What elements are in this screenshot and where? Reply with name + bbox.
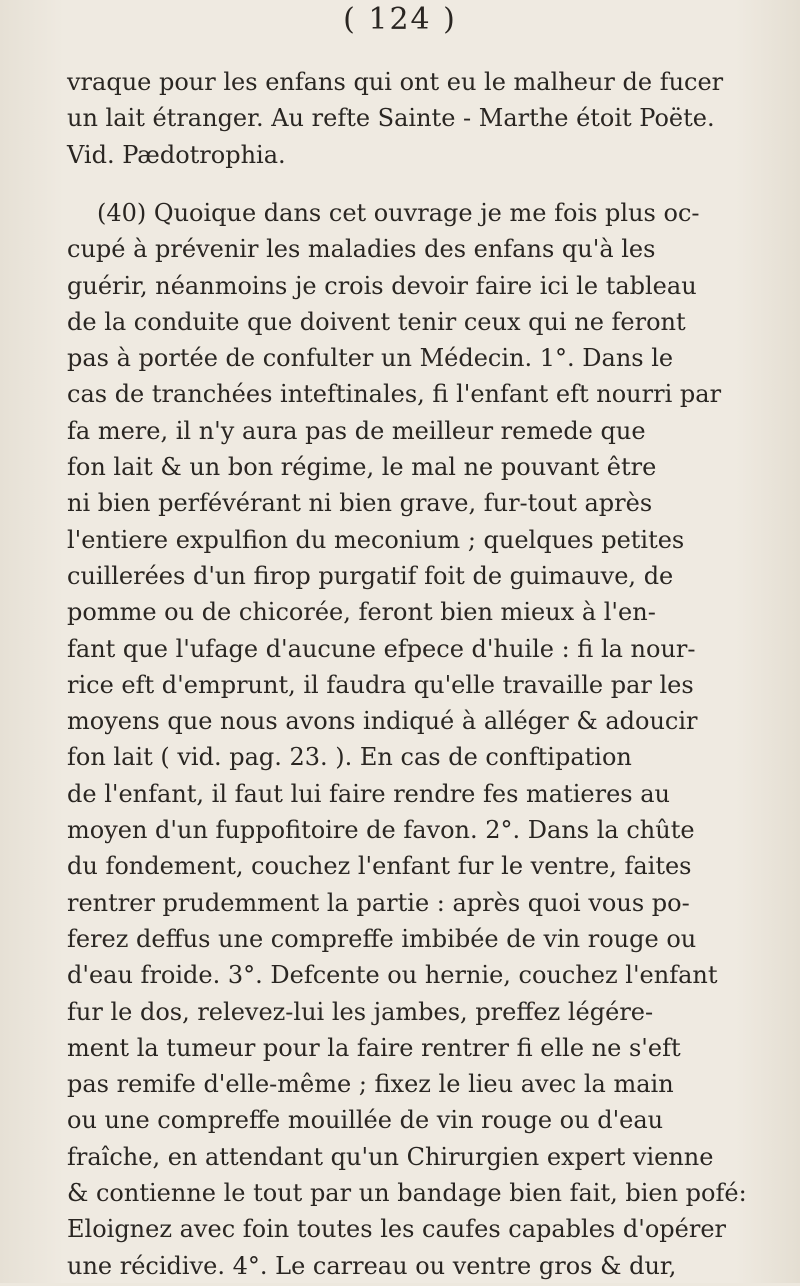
text-line: cuillerées d'un firop purgatif foit de guimauve, de bbox=[67, 561, 674, 590]
text-line: fant que l'ufage d'aucune efpece d'huile : fi la nour- bbox=[67, 634, 696, 663]
text-line: de la conduite que doivent tenir ceux qui ne feront bbox=[67, 307, 686, 336]
text-line: fur le dos, relevez-lui les jambes, preffez légére- bbox=[67, 997, 654, 1026]
text-line: moyens que nous avons indiqué à alléger & adoucir bbox=[67, 707, 698, 736]
text-line: pas à portée de confulter un Médecin. 1°. Dans le bbox=[67, 344, 674, 373]
text-line: fon lait & un bon régime, le mal ne pouvant être bbox=[67, 453, 657, 481]
text-line: pas remife d'elle-même ; fixez le lieu avec la main bbox=[67, 1070, 674, 1099]
text-line: Vid. Pædotrophia. bbox=[67, 140, 286, 169]
text-line: pomme ou de chicorée, feront bien mieux à l'en- bbox=[67, 598, 656, 627]
text-line: moyen d'un fuppofitoire de favon. 2°. Dans la chûte bbox=[67, 816, 695, 844]
text-line: Eloignez avec foin toutes les caufes capables d'opérer bbox=[67, 1215, 726, 1244]
text-line: de l'enfant, il faut lui faire rendre fes matieres au bbox=[67, 779, 670, 808]
text-line: un lait étranger. Au refte Sainte - Marthe étoit Poëte. bbox=[67, 104, 715, 133]
text-line: du fondement, couchez l'enfant fur le ventre, faites bbox=[67, 852, 692, 881]
text-line: vraque pour les enfans qui ont eu le malheur de fucer bbox=[67, 68, 724, 96]
text-line: ferez deffus une compreffe imbibée de vin rouge ou bbox=[67, 924, 697, 953]
text-line: (40) Quoique dans cet ouvrage je me fois plus oc- bbox=[97, 198, 700, 227]
text-line: & contienne le tout par un bandage bien fait, bien pofé: bbox=[67, 1179, 747, 1207]
text-line: ment la tumeur pour la faire rentrer fi elle ne s'eft bbox=[67, 1033, 681, 1062]
page-number-header: ( 124 ) bbox=[343, 2, 457, 37]
text-line: l'entiere expulfion du meconium ; quelques petites bbox=[67, 525, 685, 554]
text-line: ni bien perfévérant ni bien grave, fur-tout après bbox=[67, 489, 653, 518]
text-line: guérir, néanmoins je crois devoir faire ici le tableau bbox=[67, 271, 697, 300]
text-line: cupé à prévenir les maladies des enfans qu'à les bbox=[67, 235, 656, 264]
text-line: cas de tranchées inteftinales, fi l'enfant eft nourri par bbox=[67, 380, 722, 409]
text-line: fraîche, en attendant qu'un Chirurgien expert vienne bbox=[67, 1142, 714, 1171]
text-line: d'eau froide. 3°. Defcente ou hernie, couchez l'enfant bbox=[67, 961, 718, 990]
text-line: fa mere, il n'y aura pas de meilleur remede que bbox=[67, 416, 646, 445]
text-line: une récidive. 4°. Le carreau ou ventre gros & dur, bbox=[67, 1251, 677, 1280]
text-line: fon lait ( vid. pag. 23. ). En cas de conftipation bbox=[67, 743, 632, 772]
text-line: rice eft d'emprunt, il faudra qu'elle travaille par les bbox=[67, 670, 694, 699]
text-line: ou une compreffe mouillée de vin rouge ou d'eau bbox=[67, 1106, 664, 1135]
text-line: rentrer prudemment la partie : après quoi vous po- bbox=[67, 888, 690, 917]
